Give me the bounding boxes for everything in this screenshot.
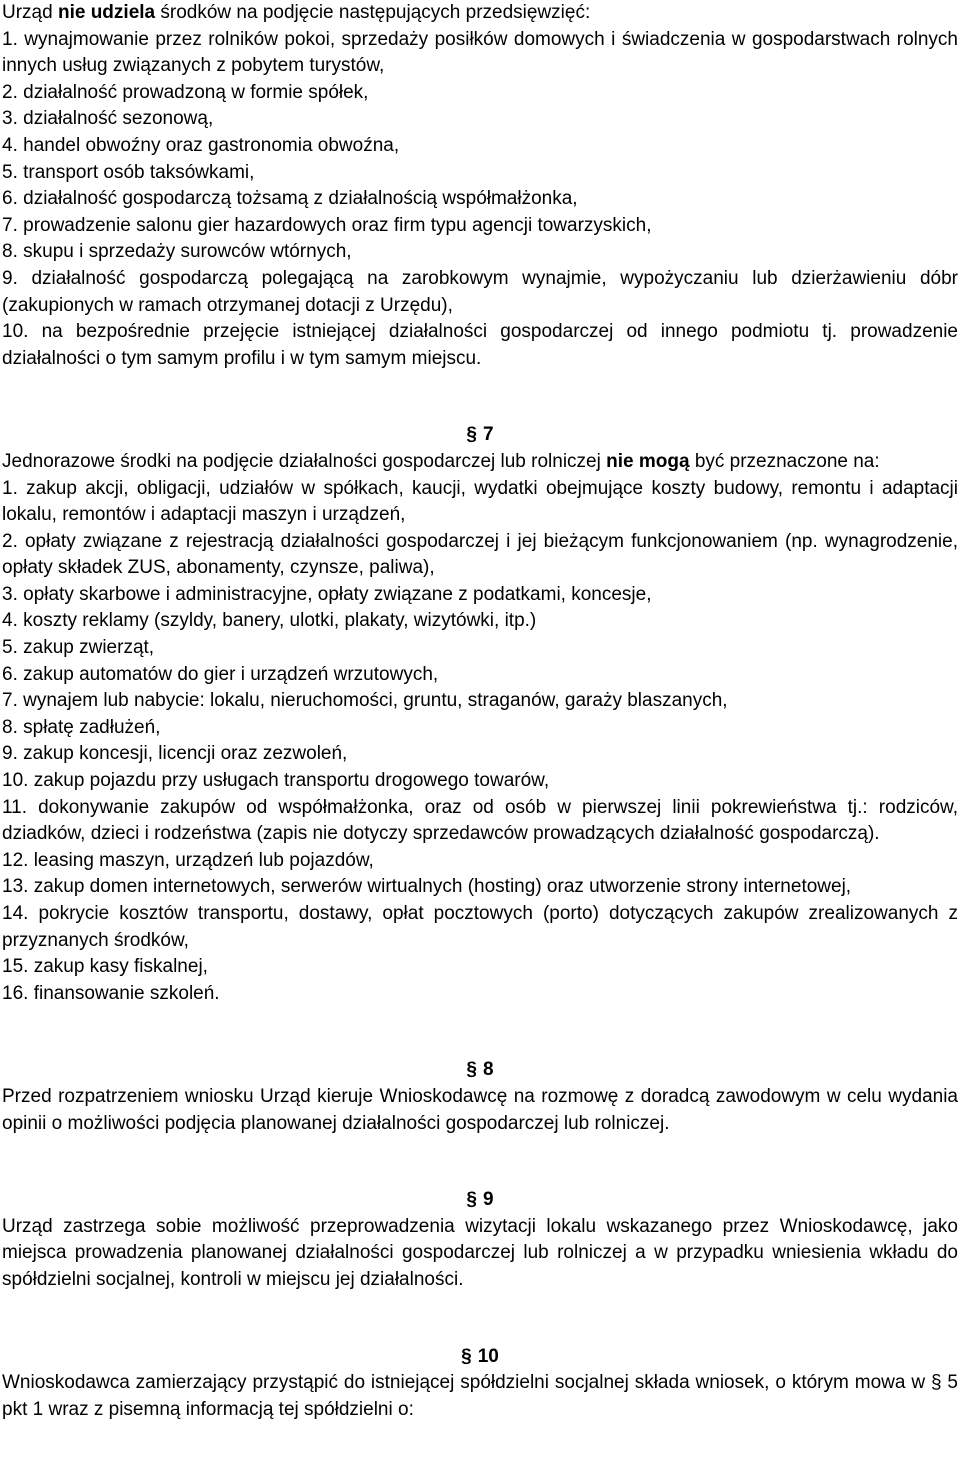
sec7-item-11: 11. dokonywanie zakupów od współmałżonka, oraz od osób w pierwszej linii pokrewieństwa tj.: rodziców, dziadków, dzieci i rodzeństwa (zapis nie dotyczy sprzedawców prowadzących działalność gospodarczą). — [2, 796, 958, 845]
section-sign: § — [466, 1059, 477, 1081]
sec6-intro-end: środków na podjęcie następujących przedsięwzięć: — [160, 2, 591, 23]
sec10-text: Wnioskodawca zamierzający przystąpić do istniejącej spółdzielni socjalnej składa wniosek, o którym mowa w § 5 pkt 1 wraz z pisemną informacją tej spółdzielni o: — [2, 1372, 958, 1420]
sec6-item-5: 5. transport osób taksówkami, — [2, 161, 255, 183]
sec7-intro-end: być przeznaczone na: — [694, 450, 880, 472]
sec6-intro-emphasis: nie udziela — [57, 2, 156, 23]
section-sign: § — [461, 1345, 472, 1367]
section-number: 10 — [477, 1345, 499, 1367]
sec7-item-4: 4. koszty reklamy (szyldy, banery, ulotki, plakaty, wizytówki, itp.) — [2, 610, 537, 632]
sec9-text: Urząd zastrzega sobie możliwość przeprowadzenia wizytacji lokalu wskazanego przez Wnioskodawcę, jako miejsca prowadzenia planowanej działalności gospodarczej lub rolniczej a w przypadku wniesienia wkładu do spółdzielni socjalnej, kontroli w miejscu jej działalności. — [2, 1215, 958, 1290]
sec6-item-4: 4. handel obwoźny oraz gastronomia obwoźna, — [2, 134, 400, 156]
sec7-item-5: 5. zakup zwierząt, — [2, 637, 155, 659]
section-sign: § — [466, 424, 477, 446]
sec7-item-3: 3. opłaty skarbowe i administracyjne, opłaty związane z podatkami, koncesje, — [2, 583, 652, 605]
sec6-item-7: 7. prowadzenie salonu gier hazardowych oraz firm typu agencji towarzyskich, — [2, 214, 652, 236]
section-number: 9 — [483, 1189, 494, 1211]
sec6-item-9: 9. działalność gospodarczą polegającą na zarobkowym wynajmie, wypożyczaniu lub dzierżawieniu dóbr (zakupionych w ramach otrzymanej dotacji z Urzędu), — [2, 267, 958, 316]
sec7-item-14: 14. pokrycie kosztów transportu, dostawy, opłat pocztowych (porto) dotyczących zakupów zrealizowanych z przyznanych środków, — [2, 903, 958, 951]
section-heading-10 — [2, 1344, 958, 1371]
sec7-item-15: 15. zakup kasy fiskalnej, — [2, 956, 208, 978]
sec7-item-8: 8. spłatę zadłużeń, — [2, 716, 161, 738]
sec7-intro-start: Jednorazowe środki na podjęcie działalności gospodarczej lub rolniczej — [2, 450, 601, 472]
sec7-item-6: 6. zakup automatów do gier i urządzeń wrzutowych, — [2, 663, 439, 685]
sec6-intro-start: Urząd — [2, 2, 53, 23]
sec6-item-1: 1. wynajmowanie przez rolników pokoi, sprzedaży posiłków domowych i świadczenia w gospodarstwach rolnych innych usług związanych z pobytem turystów, — [2, 28, 958, 77]
section-heading-8 — [2, 1057, 958, 1084]
sec7-intro — [2, 449, 958, 476]
section-heading-7 — [2, 422, 958, 449]
sec6-item-8: 8. skupu i sprzedaży surowców wtórnych, — [2, 241, 352, 263]
sec7-item-1: 1. zakup akcji, obligacji, udziałów w spółkach, kaucji, wydatki obejmujące koszty budowy, remontu i adaptacji lokalu, remontów i adaptacji maszyn i urządzeń, — [2, 477, 958, 526]
sec7-intro-emphasis: nie mogą — [606, 450, 690, 472]
sec7-item-2: 2. opłaty związane z rejestracją działalności gospodarczej i jej bieżącym funkcjonowaniem (np. wynagrodzenie, opłaty składek ZUS, abonamenty, czynsze, paliwa), — [2, 530, 958, 579]
sec7-item-9: 9. zakup koncesji, licencji oraz zezwoleń, — [2, 743, 348, 765]
sec6-item-6: 6. działalność gospodarczą tożsamą z działalnością współmałżonka, — [2, 188, 578, 210]
sec6-intro — [2, 0, 958, 27]
sec6-item-2: 2. działalność prowadzoną w formie spółek, — [2, 81, 369, 103]
sec7-item-7: 7. wynajem lub nabycie: lokalu, nieruchomości, gruntu, straganów, garaży blaszanych, — [2, 690, 728, 712]
section-heading-9 — [2, 1187, 958, 1214]
section-sign: § — [466, 1189, 477, 1211]
sec6-item-3: 3. działalność sezonową, — [2, 108, 214, 130]
sec7-item-13: 13. zakup domen internetowych, serwerów wirtualnych (hosting) oraz utworzenie strony internetowej, — [2, 876, 852, 898]
sec7-item-16: 16. finansowanie szkoleń. — [2, 982, 220, 1004]
sec6-item-10: 10. na bezpośrednie przejęcie istniejącej działalności gospodarczej od innego podmiotu tj. prowadzenie działalności o tym samym profilu i w tym samym miejscu. — [2, 321, 958, 369]
sec8-text: Przed rozpatrzeniem wniosku Urząd kieruje Wnioskodawcę na rozmowę z doradcą zawodowym w celu wydania opinii o możliwości podjęcia planowanej działalności gospodarczej lub rolniczej. — [2, 1085, 958, 1134]
sec7-item-12: 12. leasing maszyn, urządzeń lub pojazdów, — [2, 849, 374, 871]
section-number: 8 — [483, 1059, 494, 1081]
sec7-item-10: 10. zakup pojazdu przy usługach transportu drogowego towarów, — [2, 770, 550, 792]
section-number: 7 — [483, 424, 494, 446]
